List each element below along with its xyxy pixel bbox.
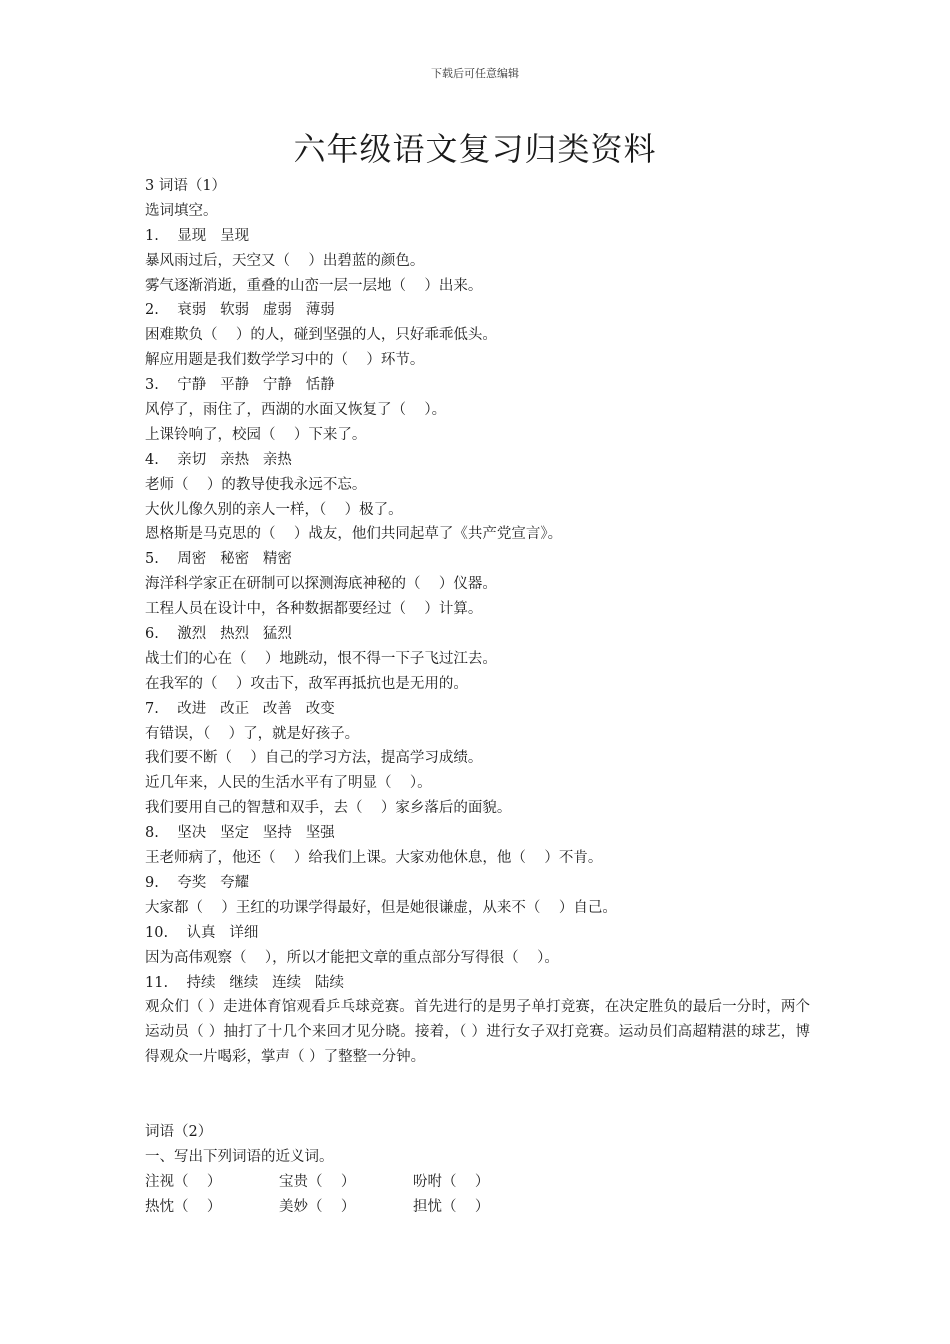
document-title: 六年级语文复习归类资料 [293, 130, 657, 168]
synonym-row [145, 1195, 810, 1220]
exercise-line: 因为高伟观察（ ），所以才能把文章的重点部分写得很（ ）。 [145, 949, 559, 966]
exercise-line: 大家都（ ）王红的功课学得最好，但是她很谦虚，从来不（ ）自己。 [145, 899, 617, 916]
exercise-line: 上课铃响了，校园（ ）下来了。 [145, 426, 367, 443]
exercise-line: 11. 持续 继续 连续 陆续 [145, 974, 344, 991]
exercise-line: 3. 宁静 平静 宁静 恬静 [145, 377, 335, 394]
synonym-item: 担忧（ ） [413, 1198, 490, 1215]
document-body [145, 174, 810, 1219]
exercise-line: 6. 激烈 热烈 猛烈 [145, 626, 292, 643]
exercise-line: 7. 改进 改正 改善 改变 [145, 700, 335, 717]
synonym-item: 吩咐（ ） [413, 1173, 490, 1190]
exercise-line: 我们要用自己的智慧和双手，去（ ）家乡落后的面貌。 [145, 800, 512, 817]
exercise-paragraph: 观众们（ ）走进体育馆观看乒乓球竞赛。首先进行的是男子单打竞赛，在决定胜负的最后一分时，两个运动员（ ）抽打了十几个来回才见分晓。接着，（ ）进行女子双打竞赛。运动员们高超精湛的球艺，博得观众一片喝彩，掌声（ ）了整整一分钟。 [145, 999, 810, 1066]
exercise-line: 老师（ ）的教导使我永远不忘。 [145, 476, 367, 493]
exercise-line: 2. 衰弱 软弱 虚弱 薄弱 [145, 302, 335, 319]
synonym-item: 宝贵（ ） [279, 1173, 356, 1190]
section-heading: 词语（2） [145, 1123, 213, 1140]
exercise-line: 风停了，雨住了，西湖的水面又恢复了（ ）。 [145, 402, 447, 419]
exercise-line: 工程人员在设计中，各种数据都要经过（ ）计算。 [145, 601, 483, 618]
exercise-line: 在我军的（ ）攻击下，敌军再抵抗也是无用的。 [145, 675, 468, 692]
exercise-line: 战士们的心在（ ）地跳动，恨不得一下子飞过江去。 [145, 650, 497, 667]
exercise-line: 我们要不断（ ）自己的学习方法，提高学习成绩。 [145, 750, 483, 767]
exercise-line: 海洋科学家正在研制可以探测海底神秘的（ ）仪器。 [145, 576, 497, 593]
page-header: 下载后可任意编辑 [431, 67, 519, 80]
exercise-line: 10. 认真 详细 [145, 924, 259, 941]
exercise-line: 9. 夸奖 夸耀 [145, 874, 250, 891]
exercise-line: 暴风雨过后，天空又（ ）出碧蓝的颜色。 [145, 252, 425, 269]
exercise-line: 雾气逐渐消逝，重叠的山峦一层一层地（ ）出来。 [145, 277, 483, 294]
exercise-line: 恩格斯是马克思的（ ）战友，他们共同起草了《共产党宣言》。 [145, 526, 563, 543]
synonym-item: 热忱（ ） [145, 1198, 222, 1215]
exercise-line: 1. 显现 呈现 [145, 227, 250, 244]
exercise-line: 5. 周密 秘密 精密 [145, 551, 292, 568]
exercise-line: 困难欺负（ ）的人，碰到坚强的人，只好乖乖低头。 [145, 327, 497, 344]
exercise-line: 近几年来，人民的生活水平有了明显（ ）。 [145, 775, 432, 792]
section-instruction: 选词填空。 [145, 202, 218, 219]
synonym-row [145, 1170, 810, 1195]
exercise-line: 大伙儿像久别的亲人一样，（ ）极了。 [145, 501, 403, 518]
exercise-line: 王老师病了，他还（ ）给我们上课。大家劝他休息，他（ ）不肯。 [145, 850, 603, 867]
exercise-line: 4. 亲切 亲热 亲热 [145, 451, 292, 468]
spacer [145, 1070, 810, 1120]
section-instruction: 一、写出下列词语的近义词。 [145, 1148, 334, 1165]
exercise-line: 解应用题是我们数学学习中的（ ）环节。 [145, 352, 425, 369]
synonym-item: 美妙（ ） [279, 1198, 356, 1215]
exercise-line: 8. 坚决 坚定 坚持 坚强 [145, 825, 335, 842]
section-heading: 3 词语（1） [145, 178, 227, 194]
exercise-line: 有错误，（ ）了，就是好孩子。 [145, 725, 360, 742]
synonym-item: 注视（ ） [145, 1173, 222, 1190]
